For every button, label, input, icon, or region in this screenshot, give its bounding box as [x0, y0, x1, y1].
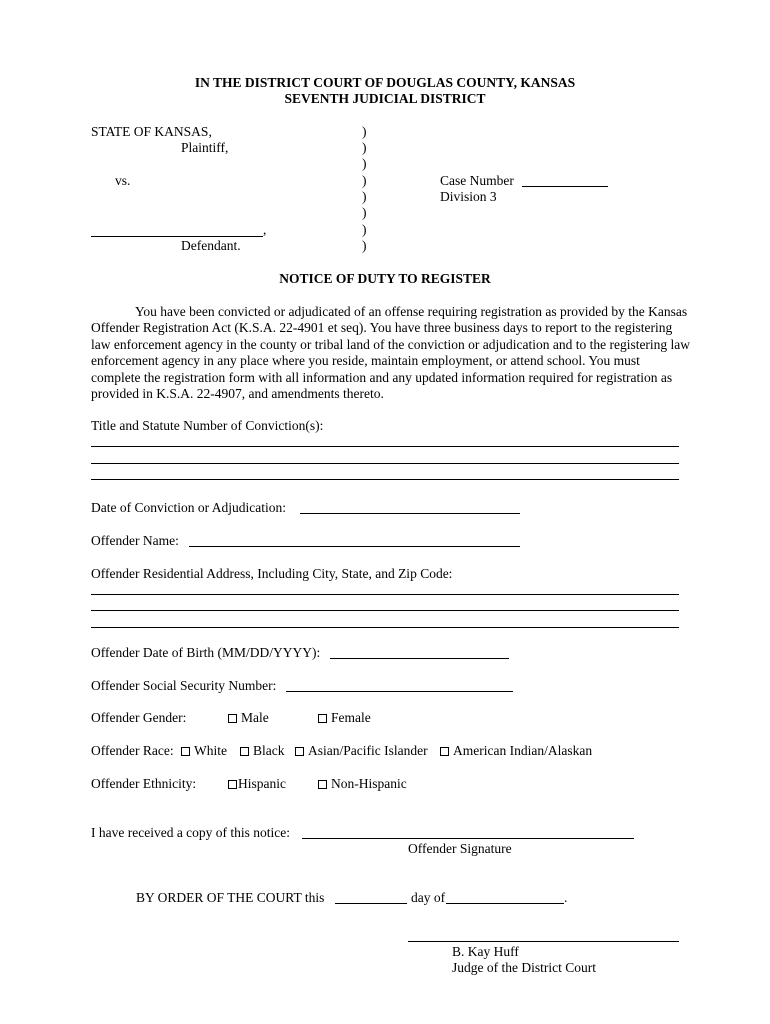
caption-paren: )	[362, 173, 367, 188]
ethnicity-label: Offender Ethnicity:	[91, 776, 197, 791]
dob-line[interactable]	[330, 658, 509, 659]
defendant-name-line[interactable]	[91, 236, 263, 237]
caption-paren: )	[362, 189, 367, 204]
checkbox-icon[interactable]	[181, 747, 190, 756]
race-option-american-indian[interactable]	[440, 743, 592, 759]
ethnicity-option-hispanic[interactable]	[228, 776, 286, 792]
gender-option-male[interactable]	[228, 710, 269, 726]
court-header-line2: SEVENTH JUDICIAL DISTRICT	[284, 91, 486, 106]
notice-body-text: You have been convicted or adjudicated of an offense requiring registration as provided by the Kansas Offender Registration Act (K.S.A. 22-4901 et seq). You have three business days to report to the registering law enforcement agency in the county or tribal land of the conviction or adjudication and to the registering law enforcement agency in any place where you reside, maintain employment, or attend school. You must complete the registration form with all information and any updated information required for registration as provided in K.S.A. 22-4907, and amendments thereto.	[91, 304, 691, 402]
notice-title: NOTICE OF DUTY TO REGISTER	[279, 271, 491, 286]
ethnicity-option-label: Hispanic	[238, 776, 286, 791]
caption-paren: )	[362, 205, 367, 220]
judge-title: Judge of the District Court	[452, 960, 596, 975]
plaintiff-name: STATE OF KANSAS,	[91, 124, 212, 139]
conviction-line-2[interactable]	[91, 463, 679, 464]
address-label: Offender Residential Address, Including City, State, and Zip Code:	[91, 566, 453, 581]
case-number-label: Case Number	[440, 173, 514, 188]
caption-paren: )	[362, 156, 367, 171]
caption-paren: )	[362, 140, 367, 155]
conviction-date-line[interactable]	[300, 513, 520, 514]
offender-signature-caption: Offender Signature	[408, 841, 512, 856]
conviction-line-3[interactable]	[91, 479, 679, 480]
address-line-2[interactable]	[91, 610, 679, 611]
order-prefix: BY ORDER OF THE COURT this	[136, 890, 325, 905]
division-label: Division 3	[440, 189, 497, 204]
checkbox-icon[interactable]	[240, 747, 249, 756]
race-option-black[interactable]	[240, 743, 285, 759]
order-middle: day of	[411, 890, 446, 905]
vs-text: vs.	[115, 173, 131, 188]
judge-name: B. Kay Huff	[452, 944, 519, 959]
checkbox-icon[interactable]	[318, 714, 327, 723]
checkbox-icon[interactable]	[318, 780, 327, 789]
gender-label: Offender Gender:	[91, 710, 187, 725]
ssn-line[interactable]	[286, 691, 513, 692]
offender-name-label: Offender Name:	[91, 533, 179, 548]
order-day-line[interactable]	[335, 903, 407, 904]
offender-name-line[interactable]	[189, 546, 520, 547]
gender-option-female[interactable]	[318, 710, 371, 726]
checkbox-icon[interactable]	[295, 747, 304, 756]
conviction-title-label: Title and Statute Number of Conviction(s):	[91, 418, 324, 433]
race-option-label: White	[194, 743, 227, 758]
conviction-line-1[interactable]	[91, 446, 679, 447]
ssn-label: Offender Social Security Number:	[91, 678, 277, 693]
race-label: Offender Race:	[91, 743, 174, 758]
gender-option-label: Male	[241, 710, 269, 725]
order-suffix: .	[564, 890, 568, 905]
judge-signature-line[interactable]	[408, 941, 679, 942]
defendant-comma: ,	[263, 222, 267, 237]
receipt-label: I have received a copy of this notice:	[91, 825, 291, 840]
checkbox-icon[interactable]	[228, 780, 237, 789]
caption-paren: )	[362, 222, 367, 237]
defendant-label: Defendant.	[181, 238, 241, 253]
dob-label: Offender Date of Birth (MM/DD/YYYY):	[91, 645, 321, 660]
offender-signature-line[interactable]	[302, 838, 634, 839]
checkbox-icon[interactable]	[440, 747, 449, 756]
checkbox-icon[interactable]	[228, 714, 237, 723]
address-line-1[interactable]	[91, 594, 679, 595]
race-option-label: Asian/Pacific Islander	[308, 743, 428, 758]
race-option-asian[interactable]	[295, 743, 428, 759]
ethnicity-option-label: Non-Hispanic	[331, 776, 407, 791]
case-number-line[interactable]	[522, 186, 608, 187]
notice-body	[91, 304, 691, 402]
ethnicity-option-non-hispanic[interactable]	[318, 776, 407, 792]
court-header-line1: IN THE DISTRICT COURT OF DOUGLAS COUNTY, KANSAS	[194, 75, 576, 90]
order-month-line[interactable]	[446, 903, 564, 904]
race-option-label: Black	[253, 743, 285, 758]
caption-paren: )	[362, 124, 367, 139]
caption-paren: )	[362, 238, 367, 253]
race-option-white[interactable]	[181, 743, 227, 759]
plaintiff-label: Plaintiff,	[181, 140, 229, 155]
address-line-3[interactable]	[91, 627, 679, 628]
race-option-label: American Indian/Alaskan	[453, 743, 593, 758]
gender-option-label: Female	[331, 710, 371, 725]
conviction-date-label: Date of Conviction or Adjudication:	[91, 500, 286, 515]
